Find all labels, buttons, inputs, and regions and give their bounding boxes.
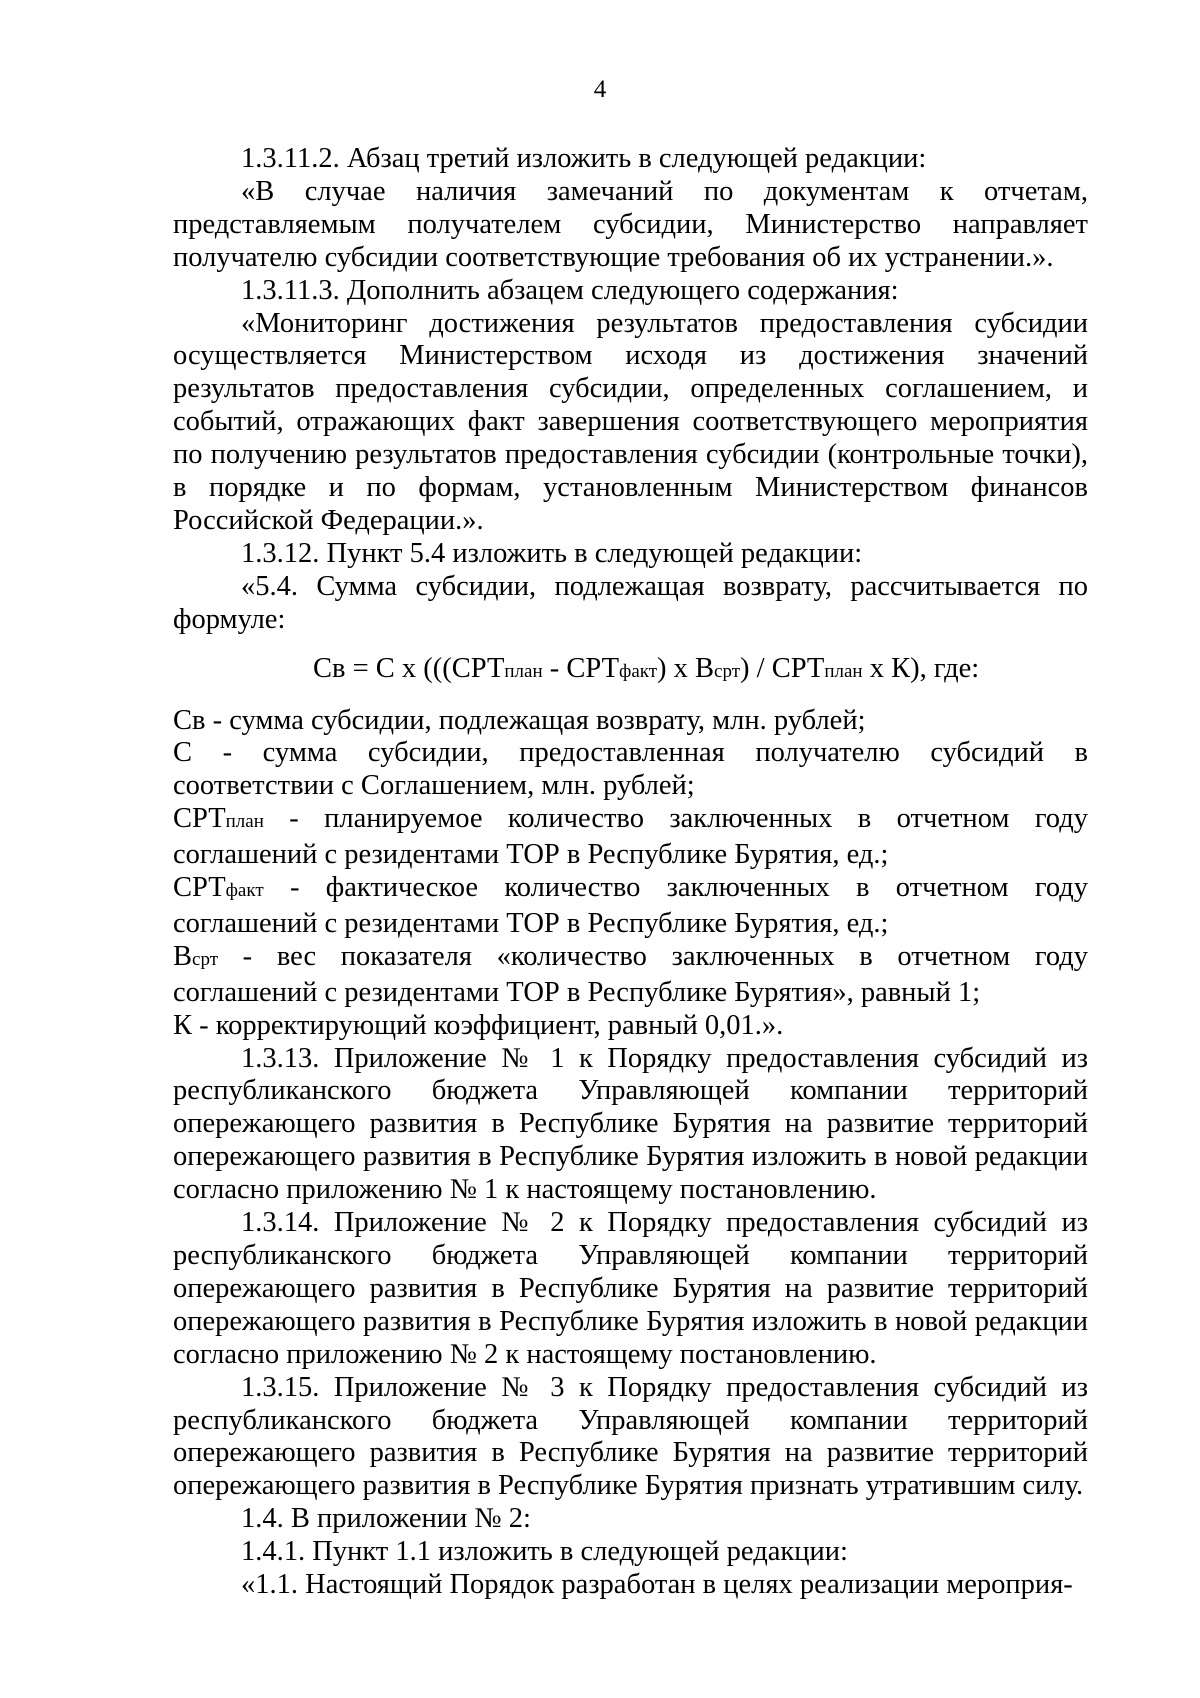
page-number: 4 — [593, 76, 607, 103]
paragraph-quote-1-1: «1.1. Настоящий Порядок разработан в целях реализации мероприя- — [241, 1569, 1073, 1601]
paragraph-1-3-13: 1.3.13. Приложение № 1 к Порядку предоставления субсидий из республиканского бюджета Управляющей компании территорий опережающего развития в Республике Бурятия на развитие территорий опережающего развития в Республике Бурятия изложить в новой редакции согласно приложению № 1 к настоящему постановлению. — [173, 1042, 1088, 1206]
definition-srt-plan: СРТплан - планируемое количество заключенных в отчетном году соглашений с резидентами ТОР в Республике Бурятия, ед.; — [173, 803, 1088, 871]
formula: Св = С х (((СРТплан - СРТфакт) х Всрт) / СРТплан х К), где: — [313, 652, 980, 684]
definition-srt-fact: СРТфакт - фактическое количество заключенных в отчетном году соглашений с резидентами ТОР в Республике Бурятия, ед.; — [173, 872, 1088, 939]
definition-k: К - корректирующий коэффициент, равный 0,01.». — [173, 1009, 784, 1041]
paragraph-5-4: «5.4. Сумма субсидии, подлежащая возврату, рассчитывается по формуле: — [173, 570, 1088, 635]
definition-sv: Св - сумма субсидии, подлежащая возврату, млн. рублей; — [173, 704, 866, 736]
paragraph-1-3-15: 1.3.15. Приложение № 3 к Порядку предоставления субсидий из республиканского бюджета Управляющей компании территорий опережающего развития в Республике Бурятия на развитие территорий опережающего развития в Республике Бурятия признать утратившим силу. — [173, 1371, 1088, 1502]
paragraph-1-3-11-2: 1.3.11.2. Абзац третий изложить в следующей редакции: — [241, 143, 927, 174]
document-body — [173, 143, 1088, 1602]
paragraph-1-3-12: 1.3.12. Пункт 5.4 изложить в следующей редакции: — [241, 537, 863, 569]
paragraph-1-3-11-3: 1.3.11.3. Дополнить абзацем следующего содержания: — [241, 274, 899, 306]
paragraph-1-4: 1.4. В приложении № 2: — [241, 1503, 531, 1535]
paragraph-1-4-1: 1.4.1. Пункт 1.1 изложить в следующей редакции: — [241, 1536, 848, 1568]
paragraph-1-3-14: 1.3.14. Приложение № 2 к Порядку предоставления субсидий из республиканского бюджета Управляющей компании территорий опережающего развития в Республике Бурятия на развитие территорий опережающего развития в Республике Бурятия изложить в новой редакции согласно приложению № 2 к настоящему постановлению. — [173, 1207, 1088, 1370]
definition-v-srt: Всрт - вес показателя «количество заключенных в отчетном году соглашений с резидентами ТОР в Республике Бурятия», равный 1; — [173, 940, 1088, 1008]
paragraph-quote-remarks: «В случае наличия замечаний по документам к отчетам, представляемым получателем субсидии, Министерство направляет получателю субсидии соответствующие требования об их устранении.». — [173, 175, 1088, 273]
paragraph-quote-monitoring: «Мониторинг достижения результатов предоставления субсидии осуществляется Министерством исходя из достижения значений результатов предоставления субсидии, определенных соглашением, и событий, отражающих факт завершения соответствующего мероприятия по получению результатов предоставления субсидии (контрольные точки), в порядке и по формам, установленным Министерством финансов Российской Федерации.». — [173, 307, 1088, 536]
definition-s: С - сумма субсидии, предоставленная получателю субсидий в соответствии с Соглашением, млн. рублей; — [173, 737, 1088, 802]
